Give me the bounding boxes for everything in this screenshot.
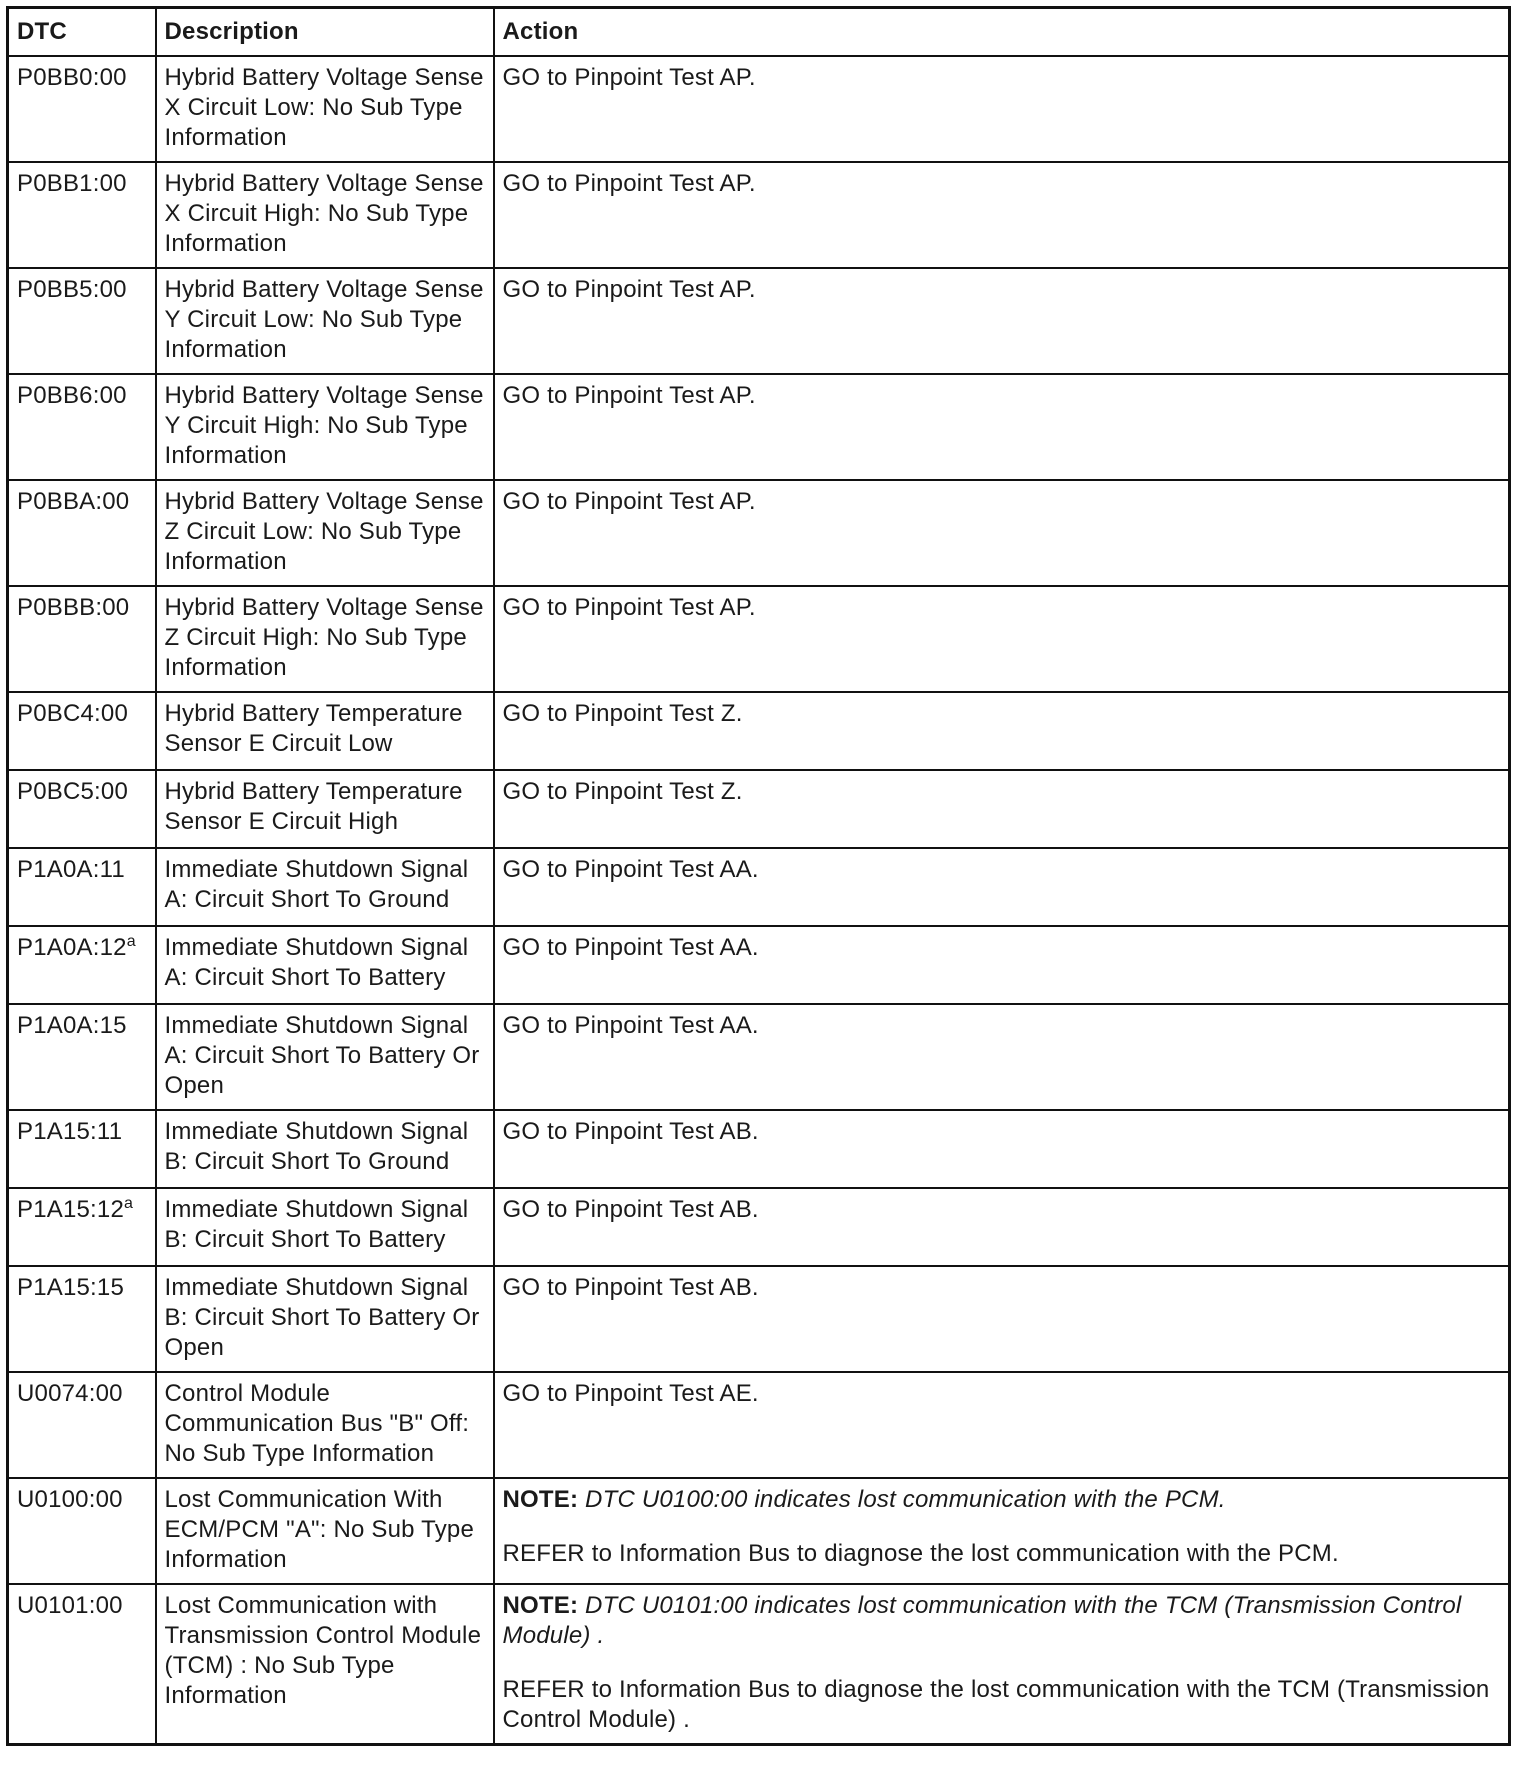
table-row bbox=[8, 1584, 1510, 1745]
table-row bbox=[8, 1266, 1510, 1372]
table-row bbox=[8, 268, 1510, 374]
header-dtc: DTC bbox=[8, 8, 156, 57]
action-cell: GO to Pinpoint Test AB. bbox=[494, 1266, 1510, 1372]
table-row bbox=[8, 1110, 1510, 1188]
header-description: Description bbox=[156, 8, 494, 57]
footnote-marker: a bbox=[124, 1195, 134, 1212]
note-paragraph bbox=[503, 1485, 1501, 1515]
dtc-code: P0BBB:00 bbox=[17, 594, 130, 621]
dtc-code: P1A0A:15 bbox=[17, 1012, 127, 1039]
action-cell: GO to Pinpoint Test AP. bbox=[494, 56, 1510, 162]
table-row bbox=[8, 926, 1510, 1004]
description-cell: Immediate Shutdown Signal A: Circuit Short To Battery Or Open bbox=[156, 1004, 494, 1110]
action-cell: GO to Pinpoint Test AP. bbox=[494, 480, 1510, 586]
table-row bbox=[8, 692, 1510, 770]
dtc-code-cell bbox=[8, 162, 156, 268]
action-cell: GO to Pinpoint Test Z. bbox=[494, 770, 1510, 848]
dtc-code: P1A0A:11 bbox=[17, 856, 125, 883]
dtc-code-cell bbox=[8, 1004, 156, 1110]
dtc-code-cell bbox=[8, 1372, 156, 1478]
description-cell: Immediate Shutdown Signal B: Circuit Short To Battery Or Open bbox=[156, 1266, 494, 1372]
action-cell: GO to Pinpoint Test AP. bbox=[494, 162, 1510, 268]
action-cell: GO to Pinpoint Test AA. bbox=[494, 848, 1510, 926]
dtc-code-cell bbox=[8, 1478, 156, 1584]
header-row bbox=[8, 8, 1510, 57]
table-row bbox=[8, 770, 1510, 848]
dtc-code: P0BB5:00 bbox=[17, 276, 127, 303]
table-row bbox=[8, 1372, 1510, 1478]
dtc-code: P1A15:15 bbox=[17, 1274, 125, 1301]
dtc-code-cell bbox=[8, 1110, 156, 1188]
table-row bbox=[8, 480, 1510, 586]
dtc-code-cell bbox=[8, 848, 156, 926]
description-cell: Hybrid Battery Voltage Sense X Circuit Low: No Sub Type Information bbox=[156, 56, 494, 162]
action-cell: GO to Pinpoint Test Z. bbox=[494, 692, 1510, 770]
action-cell: GO to Pinpoint Test AE. bbox=[494, 1372, 1510, 1478]
dtc-code: P0BB6:00 bbox=[17, 382, 127, 409]
dtc-code: P0BC4:00 bbox=[17, 700, 129, 727]
note-label: NOTE: bbox=[502, 1486, 579, 1513]
table-row bbox=[8, 1188, 1510, 1266]
dtc-table bbox=[6, 6, 1511, 1746]
description-cell: Hybrid Battery Voltage Sense Y Circuit Low: No Sub Type Information bbox=[156, 268, 494, 374]
description-cell: Immediate Shutdown Signal A: Circuit Short To Battery bbox=[156, 926, 494, 1004]
dtc-code: P0BC5:00 bbox=[17, 778, 129, 805]
description-cell: Lost Communication With ECM/PCM "A": No Sub Type Information bbox=[156, 1478, 494, 1584]
note-text: DTC U0100:00 indicates lost communication with the PCM. bbox=[585, 1486, 1226, 1513]
dtc-code-cell bbox=[8, 586, 156, 692]
action-cell: GO to Pinpoint Test AA. bbox=[494, 1004, 1510, 1110]
dtc-code-cell bbox=[8, 1188, 156, 1266]
note-paragraph bbox=[503, 1591, 1501, 1651]
header-action: Action bbox=[494, 8, 1510, 57]
description-cell: Lost Communication with Transmission Control Module (TCM) : No Sub Type Information bbox=[156, 1584, 494, 1745]
dtc-code-cell bbox=[8, 480, 156, 586]
table-row bbox=[8, 848, 1510, 926]
description-cell: Hybrid Battery Voltage Sense X Circuit High: No Sub Type Information bbox=[156, 162, 494, 268]
description-cell: Control Module Communication Bus "B" Off: No Sub Type Information bbox=[156, 1372, 494, 1478]
dtc-code-cell bbox=[8, 268, 156, 374]
action-cell: GO to Pinpoint Test AP. bbox=[494, 268, 1510, 374]
dtc-code: P0BB0:00 bbox=[17, 64, 127, 91]
action-cell: GO to Pinpoint Test AA. bbox=[494, 926, 1510, 1004]
dtc-code-cell bbox=[8, 374, 156, 480]
dtc-code: P0BB1:00 bbox=[17, 170, 127, 197]
dtc-code-cell bbox=[8, 926, 156, 1004]
note-text: DTC U0101:00 indicates lost communication with the TCM (Transmission Control Module) . bbox=[502, 1592, 1462, 1649]
dtc-code-cell bbox=[8, 56, 156, 162]
dtc-code: P1A15:12 bbox=[17, 1196, 125, 1223]
action-cell: GO to Pinpoint Test AP. bbox=[494, 586, 1510, 692]
dtc-code: P1A15:11 bbox=[17, 1118, 123, 1145]
dtc-code: P1A0A:12 bbox=[17, 934, 127, 961]
description-cell: Hybrid Battery Voltage Sense Z Circuit High: No Sub Type Information bbox=[156, 586, 494, 692]
dtc-code: U0101:00 bbox=[17, 1592, 123, 1619]
dtc-code: U0074:00 bbox=[17, 1380, 123, 1407]
action-cell: GO to Pinpoint Test AP. bbox=[494, 374, 1510, 480]
dtc-code: U0100:00 bbox=[17, 1486, 123, 1513]
table-row bbox=[8, 1004, 1510, 1110]
description-cell: Immediate Shutdown Signal B: Circuit Short To Ground bbox=[156, 1110, 494, 1188]
table-row bbox=[8, 56, 1510, 162]
action-cell: GO to Pinpoint Test AB. bbox=[494, 1110, 1510, 1188]
refer-paragraph: REFER to Information Bus to diagnose the lost communication with the TCM (Transmission Control Module) . bbox=[502, 1676, 1490, 1733]
dtc-code-cell bbox=[8, 692, 156, 770]
table-row bbox=[8, 586, 1510, 692]
dtc-code-cell bbox=[8, 1266, 156, 1372]
description-cell: Hybrid Battery Temperature Sensor E Circuit Low bbox=[156, 692, 494, 770]
action-cell bbox=[494, 1478, 1510, 1584]
description-cell: Hybrid Battery Temperature Sensor E Circuit High bbox=[156, 770, 494, 848]
description-cell: Immediate Shutdown Signal A: Circuit Short To Ground bbox=[156, 848, 494, 926]
table-row bbox=[8, 162, 1510, 268]
dtc-code-cell bbox=[8, 1584, 156, 1745]
note-label: NOTE: bbox=[502, 1592, 579, 1619]
dtc-code: P0BBA:00 bbox=[17, 488, 130, 515]
footnote-marker: a bbox=[126, 933, 136, 950]
description-cell: Hybrid Battery Voltage Sense Z Circuit Low: No Sub Type Information bbox=[156, 480, 494, 586]
table-row bbox=[8, 1478, 1510, 1584]
action-cell: GO to Pinpoint Test AB. bbox=[494, 1188, 1510, 1266]
table-row bbox=[8, 374, 1510, 480]
refer-paragraph: REFER to Information Bus to diagnose the lost communication with the PCM. bbox=[502, 1540, 1339, 1567]
action-cell bbox=[494, 1584, 1510, 1745]
description-cell: Immediate Shutdown Signal B: Circuit Short To Battery bbox=[156, 1188, 494, 1266]
description-cell: Hybrid Battery Voltage Sense Y Circuit High: No Sub Type Information bbox=[156, 374, 494, 480]
dtc-code-cell bbox=[8, 770, 156, 848]
